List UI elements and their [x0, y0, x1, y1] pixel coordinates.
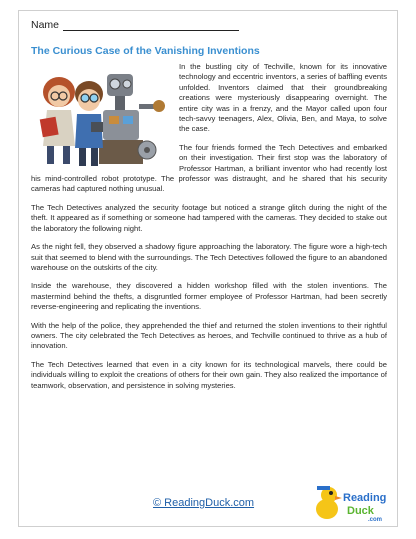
story-paragraph-2: The four friends formed the Tech Detectives and embarked on their investigation. Their first stop was the laboratory of Professor Hartman, a brilliant inventor who had recently lost his mind-controlled robot prototype. The professor was distraught, and he shared that his security cameras had captured nothing unusual.: [31, 142, 387, 194]
logo-text-reading: Reading: [343, 492, 387, 504]
readingduck-link[interactable]: © ReadingDuck.com: [153, 497, 255, 509]
logo-text-duck: Duck: [347, 505, 374, 517]
worksheet-page: [18, 10, 398, 527]
story-paragraph-3: The Tech Detectives analyzed the security footage but noticed a strange glitch during the night of the theft. It appeared as if something or someone had tampered with the cameras. They decided to stake out the laboratory the following night.: [31, 202, 387, 233]
story-paragraph-6: With the help of the police, they apprehended the thief and returned the stolen inventions to their rightful owners. The city celebrated the Tech Detectives as heroes, and Techville continued to thrive as a hub of innovation.: [31, 320, 387, 351]
logo-text-com: .com: [368, 517, 383, 523]
story-paragraph-4: As the night fell, they observed a shadowy figure approaching the laboratory. The figure wore a high-tech suit that seemed to blend with the surroundings. The Tech Detectives followed the figure to an abandoned warehouse on the outskirts of the city.: [31, 242, 387, 272]
story-paragraph-7: The Tech Detectives learned that even in a city known for its technological marvels, there could be individuals willing to exploit the creations of others for their own gain. They also realized the importance of teamwork, observation, and persistence in solving mysteries.: [31, 359, 387, 390]
story-paragraph-5: Inside the warehouse, they discovered a hidden workshop filled with the stolen inventions. The mastermind behind the thefts, a disgruntled former employee of Professor Hartman, had been secretly reverse-engineering and replicating the inventions.: [31, 281, 387, 312]
readingduck-logo: [313, 481, 387, 523]
story-paragraph-1: In the bustling city of Techville, known for its innovative technology and eccentric inventors, a series of baffling events unfolded. Inventors claimed that their groundbreaking creations were mysteriously disappearing overnight. The entire city was in a frenzy, and the Mayor called upon four tech-savvy teenagers, Alex, Olivia, Ben, and Maya, to solve the case.: [179, 62, 387, 134]
name-field-row: [31, 19, 239, 31]
name-blank-line[interactable]: [63, 21, 239, 31]
story-title: The Curious Case of the Vanishing Inventions: [31, 45, 260, 57]
duck-icon: [316, 486, 342, 519]
name-label: Name: [31, 19, 60, 31]
illustration-wrap-space: [31, 62, 179, 170]
story-body: [31, 62, 387, 399]
